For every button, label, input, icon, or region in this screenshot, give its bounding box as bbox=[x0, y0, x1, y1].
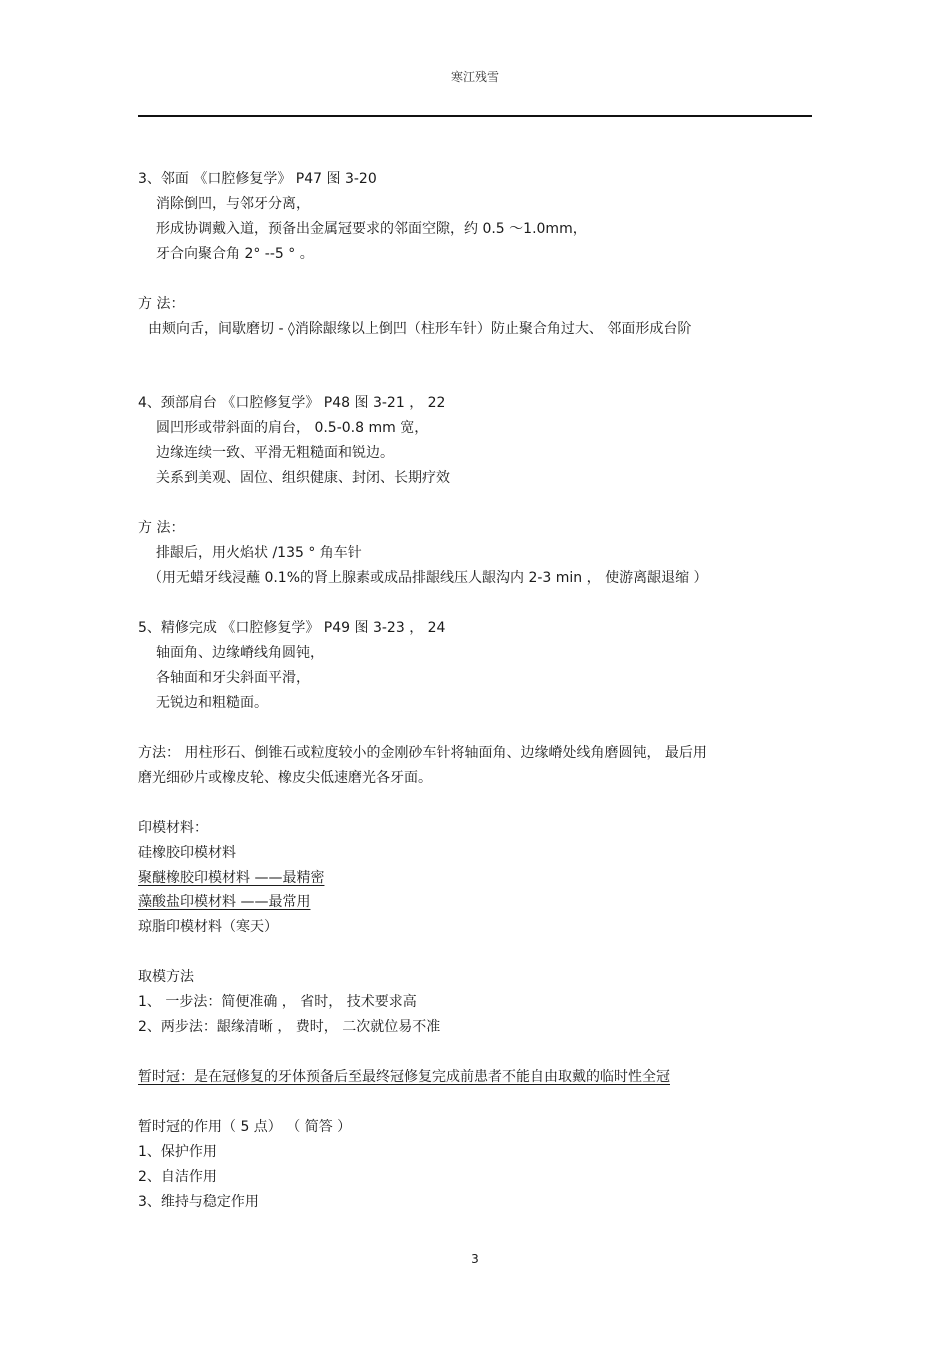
text-line: 边缘连续一致、平滑无粗糙面和锐边。 bbox=[156, 445, 394, 461]
text-line: 取模方法 bbox=[138, 969, 194, 985]
text-line: 藻酸盐印模材料 ——最常用 bbox=[138, 894, 311, 910]
page-header: 寒江残雪 bbox=[450, 70, 499, 84]
text-line: 硅橡胶印模材料 bbox=[138, 845, 236, 861]
text-line: 1、 一步法：简便准确 ， 省时， 技术要求高 bbox=[138, 994, 417, 1010]
text-line: 5、精修完成 《口腔修复学》 P49 图 3-23 ， 24 bbox=[138, 620, 446, 636]
text-line: 暂时冠的作用（ 5 点） （ 简答 ） bbox=[138, 1119, 352, 1135]
text-line: 1、保护作用 bbox=[138, 1144, 217, 1160]
text-line: 2、两步法：龈缘清晰 ， 费时， 二次就位易不准 bbox=[138, 1019, 441, 1035]
text-line: 方法： 用柱形石、倒锥石或粒度较小的金刚砂车针将轴面角、边缘嵴处线角磨圆钝， 最后用 bbox=[138, 745, 707, 761]
text-line: 无锐边和粗糙面。 bbox=[156, 695, 268, 711]
text-line: 各轴面和牙尖斜面平滑， bbox=[156, 670, 310, 686]
text-line: 圆凹形或带斜面的肩台， 0.5-0.8 mm 宽， bbox=[156, 420, 429, 436]
text-line: （用无蜡牙线浸蘸 0.1%的肾上腺素或成品排龈线压人龈沟内 2-3 min ， 使游离龈退缩 ） bbox=[148, 570, 708, 586]
text-line: 方 法： bbox=[138, 296, 185, 312]
header-rule bbox=[138, 115, 812, 117]
text-line: 琼脂印模材料（寒天） bbox=[138, 919, 278, 935]
text-line: 由颊向舌，间歇磨切 - ◊消除龈缘以上倒凹（柱形车针）防止聚合角过大、 邻面形成台阶 bbox=[148, 321, 692, 337]
text-line: 轴面角、边缘嵴线角圆钝， bbox=[156, 645, 324, 661]
text-line: 4、颈部肩台 《口腔修复学》 P48 图 3-21 ， 22 bbox=[138, 395, 446, 411]
text-line: 3、维持与稳定作用 bbox=[138, 1194, 259, 1210]
text-line: 消除倒凹，与邻牙分离， bbox=[156, 196, 310, 212]
text-line: 磨光细砂片或橡皮轮、橡皮尖低速磨光各牙面。 bbox=[138, 770, 432, 786]
text-line: 聚醚橡胶印模材料 ——最精密 bbox=[138, 870, 325, 886]
text-line: 3、邻面 《口腔修复学》 P47 图 3-20 bbox=[138, 171, 377, 187]
text-line: 牙合向聚合角 2° --5 ° 。 bbox=[156, 246, 314, 262]
page-number: 3 bbox=[471, 1252, 479, 1266]
text-line: 排龈后，用火焰状 /135 ° 角车针 bbox=[156, 545, 362, 561]
text-line: 方 法： bbox=[138, 520, 185, 536]
text-line: 印模材料： bbox=[138, 820, 208, 836]
text-line: 暂时冠：是在冠修复的牙体预备后至最终冠修复完成前患者不能自由取戴的临时性全冠 bbox=[138, 1069, 670, 1085]
text-line: 关系到美观、固位、组织健康、封闭、长期疗效 bbox=[156, 470, 450, 486]
text-line: 2、自洁作用 bbox=[138, 1169, 217, 1185]
text-line: 形成协调戴入道，预备出金属冠要求的邻面空隙，约 0.5 ～1.0mm， bbox=[156, 221, 587, 237]
